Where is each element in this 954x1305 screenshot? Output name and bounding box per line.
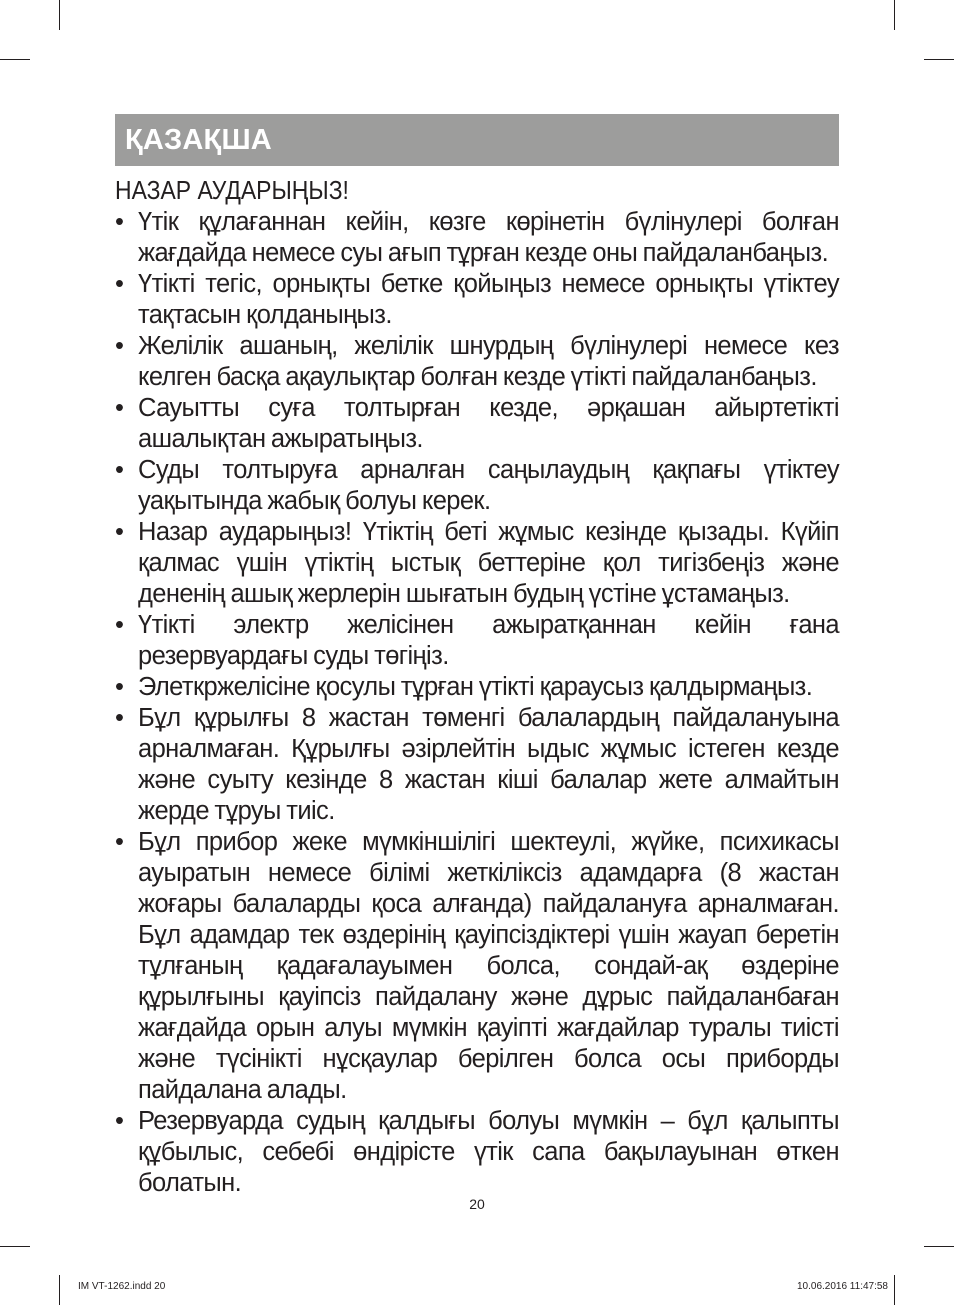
- crop-mark: [894, 0, 895, 30]
- crop-mark: [924, 1246, 954, 1247]
- footer-file-info: IM VT-1262.indd 20: [78, 1281, 166, 1292]
- page-number: 20: [469, 1196, 485, 1212]
- list-item: [115, 207, 839, 269]
- main-content: [115, 176, 839, 1199]
- list-item-text: Элеткржелісіне қосулы тұрған үтікті қараусыз қалдырмаңыз.: [138, 673, 813, 701]
- list-item: [115, 703, 839, 827]
- list-item-text: Резервуарда судың қалдығы болуы мүмкін – бұл қалыпты құбылыс, себебі өндірісте үтік сапа бақылауынан өткен болатын.: [138, 1107, 839, 1197]
- list-item: [115, 331, 839, 393]
- list-item: [115, 610, 839, 672]
- list-item: [115, 269, 839, 331]
- footer-date-info: 10.06.2016 11:47:58: [796, 1281, 888, 1292]
- list-item-text: Үтікті электр желісінен ажыратқаннан кейін ғана резервуардағы суды төгіңіз.: [138, 611, 839, 670]
- bullet: •: [115, 332, 124, 360]
- list-item-text: Желілік ашаның, желілік шнурдың бүлінулері немесе кез келген басқа ақаулықтар болған кезде үтікті пайдаланбаңыз.: [138, 332, 839, 391]
- section-title: ҚАЗАҚША: [125, 123, 272, 156]
- list-item-text: Назар аударыңыз! Үтіктің беті жұмыс кезінде қызады. Күйіп қалмас үшін үтіктің ыстық беттеріне қол тигізбеңіз және дененің ашық жерлерін шығатын будың үстіне ұстамаңыз.: [138, 518, 839, 608]
- crop-mark: [59, 1275, 60, 1305]
- list-item: [115, 672, 839, 703]
- list-item-text: Үтікті тегіс, орнықты бетке қойыңыз немесе орнықты үтіктеу тақтасын қолданыңыз.: [138, 270, 839, 329]
- bullet: •: [115, 828, 124, 856]
- safety-list: [115, 207, 839, 1199]
- bullet: •: [115, 673, 124, 701]
- bullet: •: [115, 704, 124, 732]
- crop-mark: [0, 1246, 30, 1247]
- list-item: [115, 393, 839, 455]
- list-item-text: Үтік құлағаннан кейін, көзге көрінетін бүлінулері болған жағдайда немесе суы ағып тұрған кезде оны пайдаланбаңыз.: [138, 208, 839, 267]
- list-item: [115, 455, 839, 517]
- crop-mark: [0, 59, 30, 60]
- bullet: •: [115, 611, 124, 639]
- list-item: [115, 517, 839, 610]
- bullet: •: [115, 394, 124, 422]
- bullet: •: [115, 456, 124, 484]
- list-item-text: Суды толтыруға арналған саңылаудың қақпағы үтіктеу уақытында жабық болуы керек.: [138, 456, 839, 515]
- crop-mark: [894, 1275, 895, 1305]
- list-item: [115, 827, 839, 1106]
- bullet: •: [115, 270, 124, 298]
- list-item: [115, 1106, 839, 1199]
- list-item-text: Бұл құрылғы 8 жастан төменгі балалардың пайдалануына арналмаған. Құрылғы әзірлейтін ыдыс жұмыс істеген кезде және суыту кезінде 8 жастан кіші балалар жете алмайтын жерде тұруы тиіс.: [138, 704, 839, 825]
- bullet: •: [115, 208, 124, 236]
- warning-title: НАЗАР АУДАРЫҢЫЗ!: [115, 177, 349, 205]
- section-header: [115, 114, 839, 166]
- bullet: •: [115, 518, 124, 546]
- bullet: •: [115, 1107, 124, 1135]
- list-item-text: Бұл прибор жеке мүмкіншілігі шектеулі, жүйке, психикасы ауыратын немесе білімі жеткіліксіз адамдарға (8 жастан жоғары балаларды қоса алғанда) пайдалануға арналмаған. Бұл адамдар тек өздерінің қауіпсіздіктері үшін жауап беретін тұлғаның қадағалауымен болса, сондай-ақ өздеріне құрылғыны қауіпсіз пайдалану және дұрыс пайдаланбаған жағдайда орын алуы мүмкін қауіпті жағдайлар туралы тиісті және түсінікті нұсқаулар берілген болса осы приборды пайдалана алады.: [138, 828, 839, 1104]
- crop-mark: [59, 0, 60, 30]
- crop-mark: [924, 59, 954, 60]
- list-item-text: Сауытты суға толтырған кезде, әрқашан айыртетікті ашалықтан ажыратыңыз.: [138, 394, 839, 453]
